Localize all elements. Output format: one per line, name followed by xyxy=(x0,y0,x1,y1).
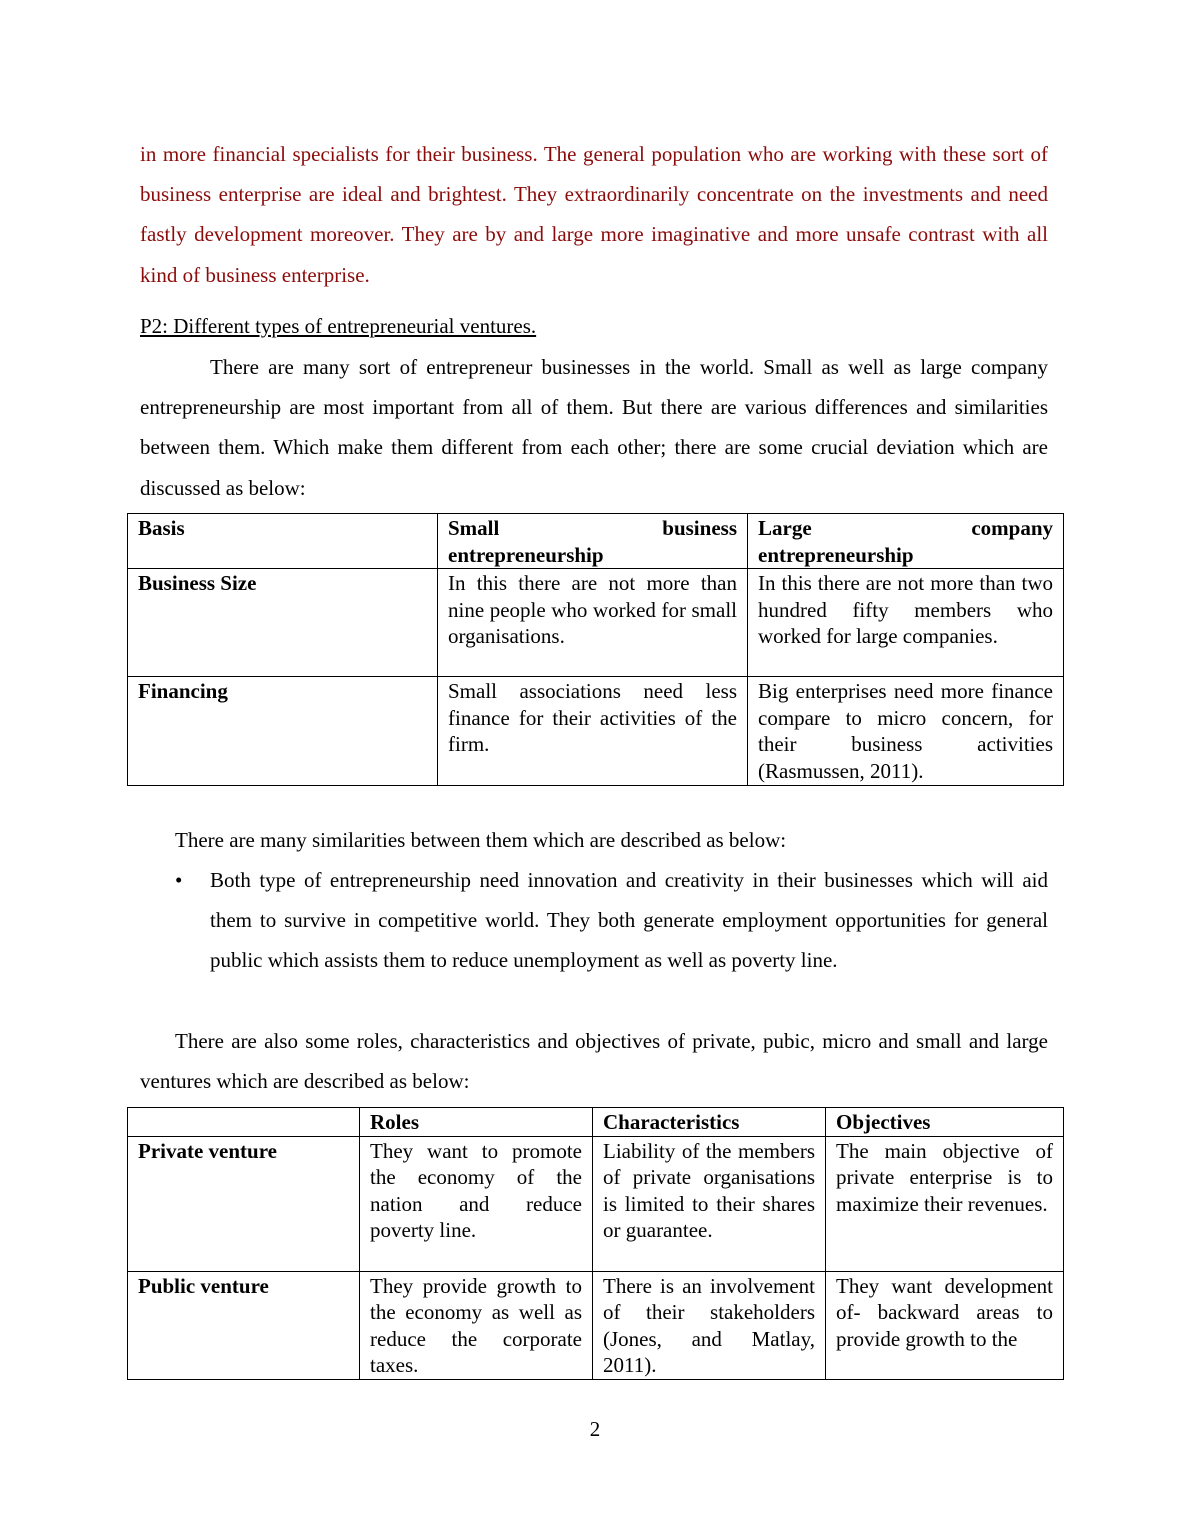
table-cell: The main objective of private enterprise is to maximize their revenues. xyxy=(826,1136,1064,1271)
table-header-row xyxy=(128,514,1064,569)
page-number: 2 xyxy=(589,1417,601,1441)
table-cell: Small associations need less finance for their activities of the firm. xyxy=(438,677,748,785)
table-cell: They want development of- backward areas to provide growth to the xyxy=(826,1271,1064,1379)
roles-intro-paragraph: There are also some roles, characteristics and objectives of private, pubic, micro and small and large ventures which are described as below: xyxy=(140,1029,1048,1094)
table-header-cell: Objectives xyxy=(826,1108,1064,1137)
bullet-text: Both type of entrepreneurship need innovation and creativity in their businesses which will aid them to survive in competitive world. They both generate employment opportunities for general public which assists them to reduce unemployment as well as poverty line. xyxy=(210,868,1048,973)
table-cell: In this there are not more than nine people who worked for small organisations. xyxy=(438,569,748,677)
comparison-table xyxy=(127,513,1064,786)
table-row xyxy=(128,569,1064,677)
intro-paragraph: in more financial specialists for their business. The general population who are working with these sort of business enterprise are ideal and brightest. They extraordinarily concentrate on the investments and need fastly development moreover. They are by and large more imaginative and more unsafe contrast with all kind of business enterprise. xyxy=(140,142,1048,287)
table-cell: They provide growth to the economy as well as reduce the corporate taxes. xyxy=(360,1271,593,1379)
row-label-cell: Business Size xyxy=(128,569,438,677)
table-row xyxy=(128,1136,1064,1271)
table-header-cell: Large company entrepreneurship xyxy=(748,514,1064,569)
table-header-cell: Characteristics xyxy=(593,1108,826,1137)
bullet-list-item xyxy=(175,860,1048,981)
table-header-cell: Small business entrepreneurship xyxy=(438,514,748,569)
table-header-cell: Basis xyxy=(128,514,438,569)
table-cell: Big enterprises need more finance compare to micro concern, for their business activities (Rasmussen, 2011). xyxy=(748,677,1064,785)
section-heading: P2: Different types of entrepreneurial ventures. xyxy=(140,314,537,338)
row-label-cell: Private venture xyxy=(128,1136,360,1271)
table-row xyxy=(128,677,1064,785)
section-intro-paragraph: There are many sort of entrepreneur businesses in the world. Small as well as large company entrepreneurship are most important from all of them. But there are various differences and similarities between them. Which make them different from each other; there are some crucial deviation which are discussed as below: xyxy=(140,355,1048,500)
table-cell: In this there are not more than two hundred fifty members who worked for large companies. xyxy=(748,569,1064,677)
table-cell: They want to promote the economy of the nation and reduce poverty line. xyxy=(360,1136,593,1271)
table-header-row xyxy=(128,1108,1064,1137)
table-header-cell xyxy=(128,1108,360,1137)
similarities-intro: There are many similarities between them which are described as below: xyxy=(175,828,787,852)
row-label-cell: Public venture xyxy=(128,1271,360,1379)
table-header-cell: Roles xyxy=(360,1108,593,1137)
bullet-icon: • xyxy=(175,868,183,892)
table-row xyxy=(128,1271,1064,1379)
table-cell: Liability of the members of private organisations is limited to their shares or guarantee. xyxy=(593,1136,826,1271)
ventures-table xyxy=(127,1107,1064,1380)
row-label-cell: Financing xyxy=(128,677,438,785)
table-cell: There is an involvement of their stakeholders (Jones, and Matlay, 2011). xyxy=(593,1271,826,1379)
